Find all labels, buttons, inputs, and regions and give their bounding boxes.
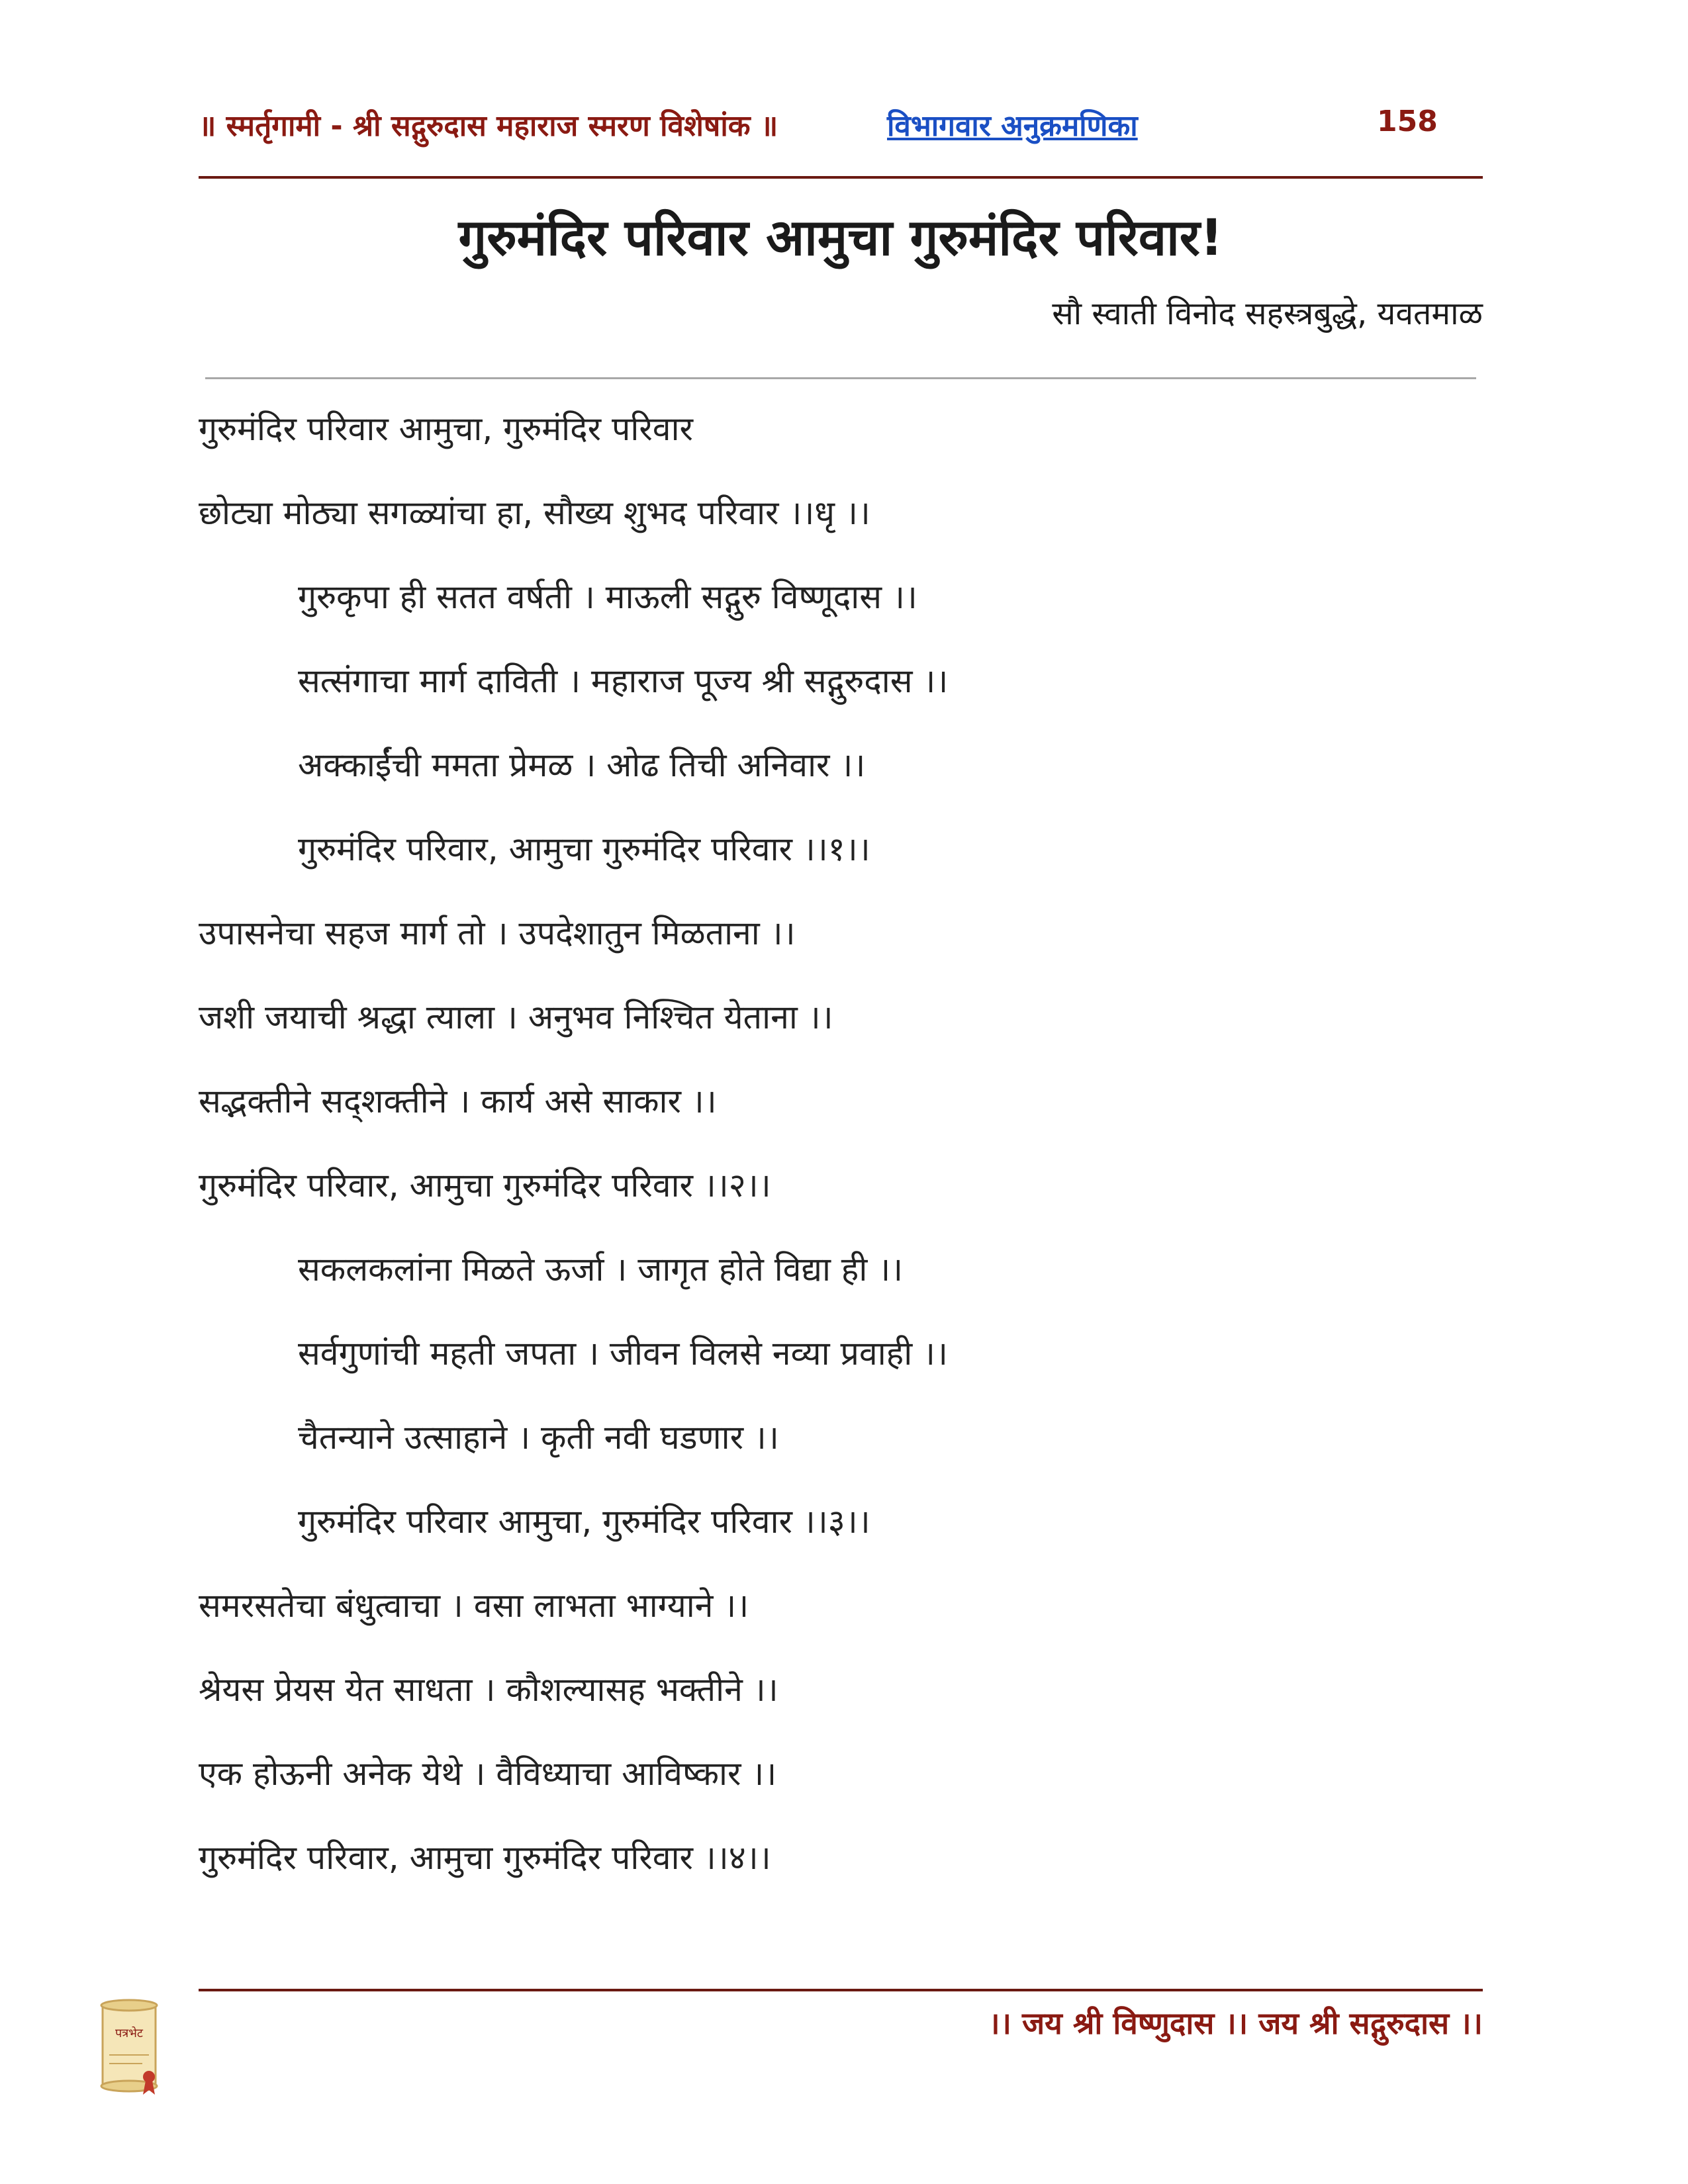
scroll-icon bbox=[93, 1999, 165, 2098]
poem-line: एक होऊनी अनेक येथे । वैविध्याचा आविष्कार ।। bbox=[199, 1754, 777, 1793]
footer-slogan: ।। जय श्री विष्णुदास ।। जय श्री सद्गुरुदास ।। bbox=[988, 2005, 1483, 2041]
header-divider bbox=[199, 176, 1483, 179]
logo-text: पत्रभेट bbox=[115, 2026, 143, 2040]
article-author: सौ स्वाती विनोद सहस्त्रबुद्धे, यवतमाळ bbox=[1052, 295, 1483, 332]
index-link[interactable]: विभागवार अनुक्रमणिका bbox=[887, 109, 1138, 143]
poem-line: अक्काईंची ममता प्रेमळ । ओढ तिची अनिवार ।। bbox=[298, 746, 866, 784]
poem-line: उपासनेचा सहज मार्ग तो । उपदेशातुन मिळताना ।। bbox=[199, 914, 796, 952]
poem-line: श्रेयस प्रेयस येत साधता । कौशल्यासह भक्तीने ।। bbox=[199, 1670, 778, 1709]
poem-line: गुरुमंदिर परिवार, आमुचा गुरुमंदिर परिवार ।।४।। bbox=[199, 1839, 771, 1877]
issue-title: ॥ स्मर्तृगामी - श्री सद्गुरुदास महाराज स्मरण विशेषांक ॥ bbox=[199, 109, 778, 143]
poem-line: गुरुकृपा ही सतत वर्षती । माऊली सद्गुरु विष्णूदास ।। bbox=[298, 578, 917, 616]
poem-line: समरसतेचा बंधुत्वाचा । वसा लाभता भाग्याने ।। bbox=[199, 1586, 749, 1625]
poem-line: गुरुमंदिर परिवार, आमुचा गुरुमंदिर परिवार ।।२।। bbox=[199, 1166, 771, 1205]
poem-line: गुरुमंदिर परिवार आमुचा, गुरुमंदिर परिवार ।।३।। bbox=[298, 1502, 870, 1541]
poem-line: सत्संगाचा मार्ग दाविती । महाराज पूज्य श्री सद्गुरुदास ।। bbox=[298, 662, 949, 700]
footer-divider bbox=[199, 1989, 1483, 1991]
poem-line: सद्भक्तीने सद्शक्तीने । कार्य असे साकार ।। bbox=[199, 1082, 717, 1120]
poem-line: चैतन्याने उत्साहाने । कृती नवी घडणार ।। bbox=[298, 1418, 779, 1457]
poem-line: जशी जयाची श्रद्धा त्याला । अनुभव निश्चित येताना ।। bbox=[199, 998, 833, 1036]
poem-line: गुरुमंदिर परिवार, आमुचा गुरुमंदिर परिवार ।।१।। bbox=[298, 830, 870, 868]
page-number: 158 bbox=[1377, 105, 1438, 138]
poem-line: गुरुमंदिर परिवार आमुचा, गुरुमंदिर परिवार bbox=[199, 410, 693, 448]
poem-line: सर्वगुणांची महती जपता । जीवन विलसे नव्या प्रवाही ।। bbox=[298, 1334, 948, 1373]
title-divider bbox=[205, 377, 1476, 379]
poem-line: छोट्या मोठ्या सगळ्यांचा हा, सौख्य शुभद परिवार ।।धृ ।। bbox=[199, 494, 870, 532]
article-title: गुरुमंदिर परिवार आमुचा गुरुमंदिर परिवार! bbox=[458, 208, 1223, 267]
poem-line: सकलकलांना मिळते ऊर्जा । जागृत होते विद्या ही ।। bbox=[298, 1250, 904, 1289]
